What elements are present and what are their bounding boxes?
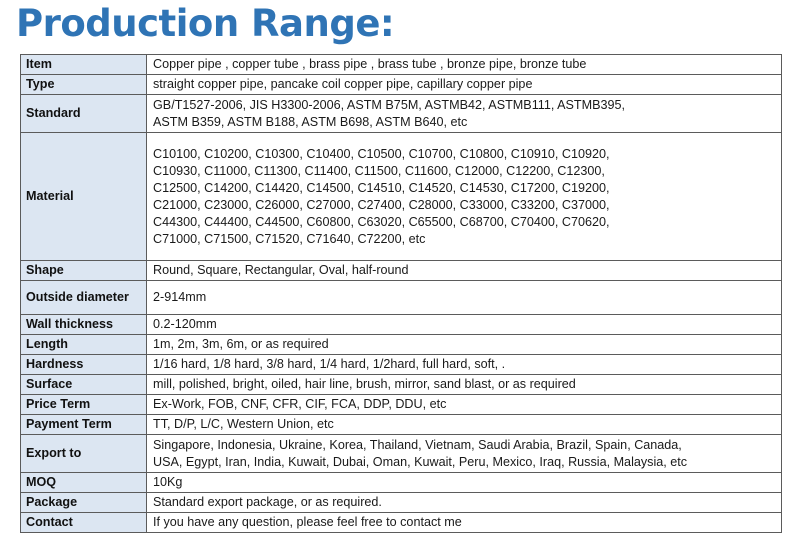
value-line: C12500, C14200, C14420, C14500, C14510, C14520, C14530, C17200, C19200,	[153, 180, 610, 195]
row-label: Surface	[21, 375, 147, 395]
table-body	[21, 55, 782, 533]
table-row	[21, 133, 782, 261]
value-line: GB/T1527-2006, JIS H3300-2006, ASTM B75M, ASTMB42, ASTMB111, ASTMB395,	[153, 97, 626, 112]
value-line: Ex-Work, FOB, CNF, CFR, CIF, FCA, DDP, DDU, etc	[153, 397, 447, 411]
table-row	[21, 473, 782, 493]
row-label: Shape	[21, 261, 147, 281]
value-line: 2-914mm	[153, 290, 207, 304]
value-line: 0.2-120mm	[153, 317, 217, 331]
row-value	[147, 435, 782, 473]
row-value	[147, 315, 782, 335]
row-label: Package	[21, 493, 147, 513]
value-line: If you have any question, please feel free to contact me	[153, 515, 462, 529]
row-value	[147, 261, 782, 281]
row-label: Outside diameter	[21, 281, 147, 315]
row-value	[147, 75, 782, 95]
table-row	[21, 261, 782, 281]
table-row	[21, 95, 782, 133]
table-row	[21, 375, 782, 395]
table-row	[21, 335, 782, 355]
value-line: C10930, C11000, C11300, C11400, C11500, C11600, C12000, C12200, C12300,	[153, 163, 605, 178]
row-label: Price Term	[21, 395, 147, 415]
table-row	[21, 315, 782, 335]
row-value	[147, 95, 782, 133]
value-line: C10100, C10200, C10300, C10400, C10500, C10700, C10800, C10910, C10920,	[153, 146, 610, 161]
production-range-table	[20, 54, 782, 533]
value-line: 1m, 2m, 3m, 6m, or as required	[153, 337, 329, 351]
table-row	[21, 513, 782, 533]
value-line: C44300, C44400, C44500, C60800, C63020, C65500, C68700, C70400, C70620,	[153, 214, 610, 229]
row-label: Item	[21, 55, 147, 75]
row-label: Length	[21, 335, 147, 355]
table-row	[21, 75, 782, 95]
row-label: Export to	[21, 435, 147, 473]
value-line: Round, Square, Rectangular, Oval, half-round	[153, 263, 409, 277]
value-line: 10Kg	[153, 475, 183, 489]
table-row	[21, 281, 782, 315]
row-value	[147, 335, 782, 355]
row-value	[147, 55, 782, 75]
row-value	[147, 375, 782, 395]
table-row	[21, 415, 782, 435]
value-line: straight copper pipe, pancake coil copper pipe, capillary copper pipe	[153, 77, 533, 91]
table-row	[21, 435, 782, 473]
table-row	[21, 395, 782, 415]
row-label: Material	[21, 133, 147, 261]
value-line: mill, polished, bright, oiled, hair line, brush, mirror, sand blast, or as required	[153, 377, 576, 391]
table-row	[21, 355, 782, 375]
row-value	[147, 493, 782, 513]
row-label: Payment Term	[21, 415, 147, 435]
row-value	[147, 473, 782, 493]
value-line: ASTM B359, ASTM B188, ASTM B698, ASTM B640, etc	[153, 114, 468, 129]
row-value	[147, 281, 782, 315]
row-label: Contact	[21, 513, 147, 533]
row-label: MOQ	[21, 473, 147, 493]
value-line: USA, Egypt, Iran, India, Kuwait, Dubai, Oman, Kuwait, Peru, Mexico, Iraq, Russia, Malaysia, etc	[153, 454, 688, 469]
row-label: Type	[21, 75, 147, 95]
table-row	[21, 55, 782, 75]
value-line: Copper pipe , copper tube , brass pipe , brass tube , bronze pipe, bronze tube	[153, 57, 587, 71]
row-value	[147, 415, 782, 435]
row-value	[147, 133, 782, 261]
value-line: C71000, C71500, C71520, C71640, C72200, etc	[153, 231, 426, 246]
value-line: C21000, C23000, C26000, C27000, C27400, C28000, C33000, C33200, C37000,	[153, 197, 610, 212]
row-label: Hardness	[21, 355, 147, 375]
page-title: Production Range:	[16, 2, 395, 45]
value-line: Standard export package, or as required.	[153, 495, 382, 509]
row-value	[147, 395, 782, 415]
value-line: 1/16 hard, 1/8 hard, 3/8 hard, 1/4 hard, 1/2hard, full hard, soft, .	[153, 357, 506, 371]
value-line: Singapore, Indonesia, Ukraine, Korea, Thailand, Vietnam, Saudi Arabia, Brazil, Spain, Canada,	[153, 437, 682, 452]
table-row	[21, 493, 782, 513]
row-value	[147, 355, 782, 375]
value-line: TT, D/P, L/C, Western Union, etc	[153, 417, 334, 431]
row-label: Wall thickness	[21, 315, 147, 335]
row-label: Standard	[21, 95, 147, 133]
row-value	[147, 513, 782, 533]
